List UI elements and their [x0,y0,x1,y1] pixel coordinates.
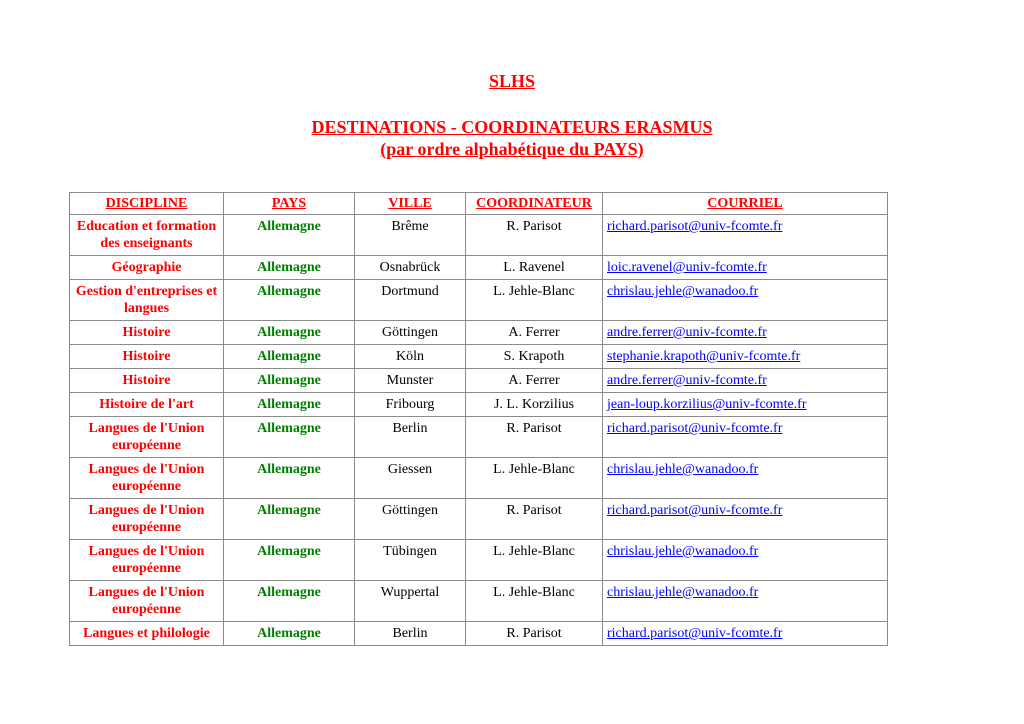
header-pays: PAYS [224,193,355,215]
courriel-cell [603,417,888,458]
courriel-cell [603,321,888,345]
discipline-cell: Langues de l'Union européenne [70,540,224,581]
ville-cell: Giessen [355,458,466,499]
discipline-cell: Education et formation des enseignants [70,215,224,256]
email-link[interactable]: jean-loup.korzilius@univ-fcomte.fr [607,397,807,412]
email-link[interactable]: chrislau.jehle@wanadoo.fr [607,462,759,477]
pays-cell: Allemagne [224,581,355,622]
header-discipline: DISCIPLINE [70,193,224,215]
pays-cell: Allemagne [224,345,355,369]
email-link[interactable]: richard.parisot@univ-fcomte.fr [607,421,783,436]
page-title: SLHS [488,71,536,91]
ville-cell: Köln [355,345,466,369]
email-link[interactable]: richard.parisot@univ-fcomte.fr [607,626,783,641]
header-courriel: COURRIEL [603,193,888,215]
pays-cell: Allemagne [224,215,355,256]
discipline-cell: Langues et philologie [70,622,224,646]
document-heading: DESTINATIONS - COORDINATEURS ERASMUS [311,117,713,137]
coordinateur-cell: R. Parisot [466,215,603,256]
discipline-cell: Histoire [70,321,224,345]
discipline-cell: Langues de l'Union européenne [70,581,224,622]
discipline-cell: Histoire de l'art [70,393,224,417]
pays-cell: Allemagne [224,417,355,458]
courriel-cell [603,581,888,622]
ville-cell: Fribourg [355,393,466,417]
discipline-cell: Langues de l'Union européenne [70,458,224,499]
table-row [70,499,888,540]
ville-cell: Berlin [355,622,466,646]
ville-cell: Tübingen [355,540,466,581]
coordinateur-cell: A. Ferrer [466,321,603,345]
courriel-cell [603,369,888,393]
table-row [70,622,888,646]
email-link[interactable]: andre.ferrer@univ-fcomte.fr [607,373,767,388]
ville-cell: Munster [355,369,466,393]
email-link[interactable]: loic.ravenel@univ-fcomte.fr [607,260,767,275]
courriel-cell [603,499,888,540]
courriel-cell [603,622,888,646]
courriel-cell [603,256,888,280]
coordinateur-cell: L. Jehle-Blanc [466,540,603,581]
pays-cell: Allemagne [224,499,355,540]
table-row [70,369,888,393]
ville-cell: Göttingen [355,321,466,345]
coordinateur-cell: L. Jehle-Blanc [466,581,603,622]
table-row [70,345,888,369]
email-link[interactable]: chrislau.jehle@wanadoo.fr [607,544,759,559]
coordinateur-cell: R. Parisot [466,499,603,540]
discipline-cell: Histoire [70,345,224,369]
coordinateur-cell: R. Parisot [466,417,603,458]
table-row [70,215,888,256]
email-link[interactable]: andre.ferrer@univ-fcomte.fr [607,325,767,340]
courriel-cell [603,345,888,369]
table-row [70,458,888,499]
email-link[interactable]: richard.parisot@univ-fcomte.fr [607,503,783,518]
document-subheading: (par ordre alphabétique du PAYS) [380,139,644,159]
pays-cell: Allemagne [224,321,355,345]
ville-cell: Dortmund [355,280,466,321]
table-header-row [70,193,888,215]
email-link[interactable]: richard.parisot@univ-fcomte.fr [607,219,783,234]
discipline-cell: Histoire [70,369,224,393]
courriel-cell [603,458,888,499]
discipline-cell: Géographie [70,256,224,280]
coordinateur-cell: L. Ravenel [466,256,603,280]
pays-cell: Allemagne [224,458,355,499]
discipline-cell: Gestion d'entreprises et langues [70,280,224,321]
discipline-cell: Langues de l'Union européenne [70,499,224,540]
coordinateur-cell: L. Jehle-Blanc [466,458,603,499]
table-row [70,280,888,321]
courriel-cell [603,540,888,581]
email-link[interactable]: chrislau.jehle@wanadoo.fr [607,284,759,299]
ville-cell: Wuppertal [355,581,466,622]
email-link[interactable]: stephanie.krapoth@univ-fcomte.fr [607,349,801,364]
coordinateur-cell: R. Parisot [466,622,603,646]
pays-cell: Allemagne [224,256,355,280]
table-row [70,581,888,622]
header-coordinateur: COORDINATEUR [466,193,603,215]
table-row [70,540,888,581]
pays-cell: Allemagne [224,393,355,417]
table-row [70,417,888,458]
coordinateur-cell: A. Ferrer [466,369,603,393]
coordinateur-cell: L. Jehle-Blanc [466,280,603,321]
courriel-cell [603,393,888,417]
courriel-cell [603,215,888,256]
pays-cell: Allemagne [224,622,355,646]
ville-cell: Berlin [355,417,466,458]
table-row [70,393,888,417]
coordinateur-cell: S. Krapoth [466,345,603,369]
table-row [70,256,888,280]
table-row [70,321,888,345]
header-ville: VILLE [355,193,466,215]
pays-cell: Allemagne [224,280,355,321]
ville-cell: Brême [355,215,466,256]
email-link[interactable]: chrislau.jehle@wanadoo.fr [607,585,759,600]
coordinateur-cell: J. L. Korzilius [466,393,603,417]
ville-cell: Osnabrück [355,256,466,280]
discipline-cell: Langues de l'Union européenne [70,417,224,458]
courriel-cell [603,280,888,321]
pays-cell: Allemagne [224,540,355,581]
erasmus-coordinators-table [69,192,888,646]
pays-cell: Allemagne [224,369,355,393]
ville-cell: Göttingen [355,499,466,540]
